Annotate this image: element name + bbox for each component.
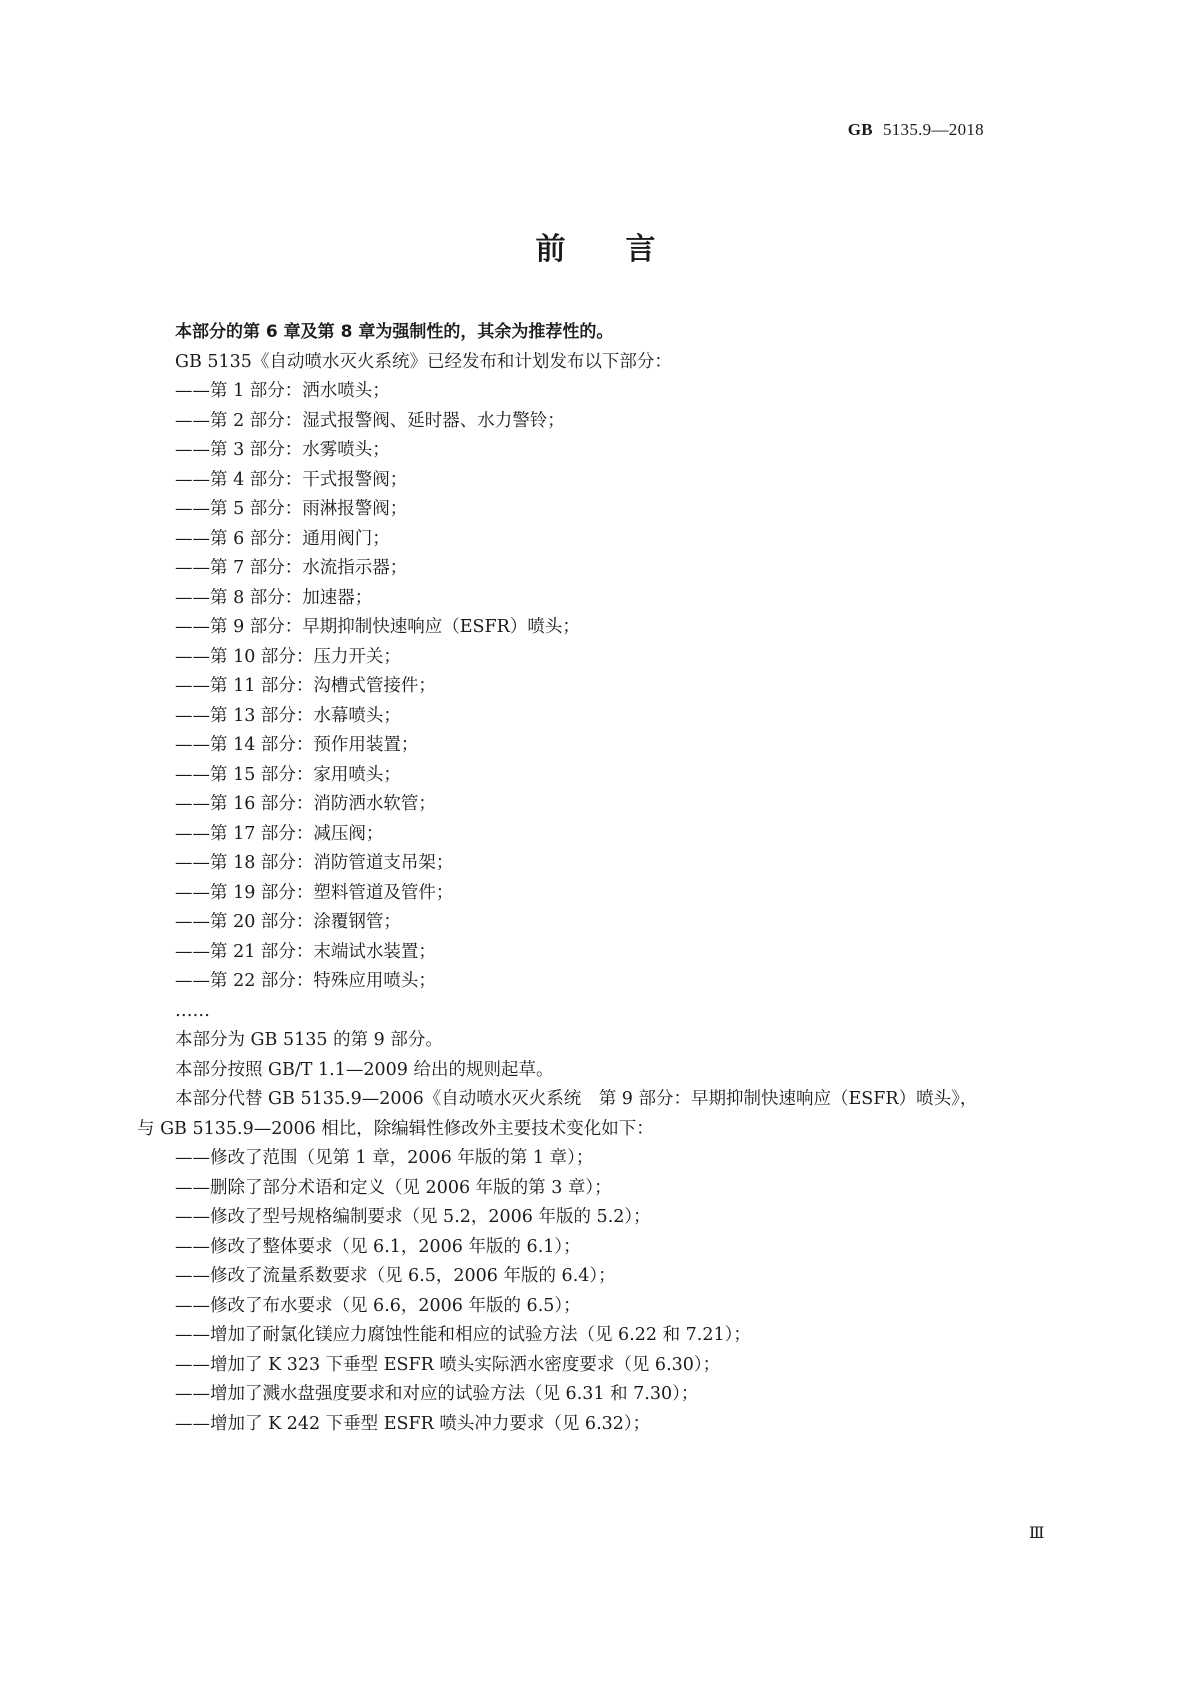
- part-item: ——第 10 部分：压力开关；: [175, 646, 401, 667]
- part-item: ——第 13 部分：水幕喷头；: [175, 705, 401, 726]
- part-item: ——第 9 部分：早期抑制快速响应（ESFR）喷头；: [175, 617, 580, 637]
- change-item: ——修改了型号规格编制要求（见 5.2，2006 年版的 5.2）；: [175, 1207, 651, 1227]
- page-number: Ⅲ: [1029, 1525, 1045, 1542]
- changes-list: [137, 1144, 1077, 1439]
- part-item: ——第 11 部分：沟槽式管接件；: [175, 676, 436, 696]
- change-item: ——增加了 K 242 下垂型 ESFR 喷头冲力要求（见 6.32）；: [175, 1413, 651, 1434]
- part-item: ——第 4 部分：干式报警阀；: [175, 469, 408, 490]
- replaces-statement-continued: 与 GB 5135.9—2006 相比，除编辑性修改外主要技术变化如下：: [137, 1118, 654, 1139]
- part-item: ——第 18 部分：消防管道支吊架；: [175, 853, 454, 873]
- change-item: ——增加了耐氯化镁应力腐蚀性能和相应的试验方法（见 6.22 和 7.21）；: [175, 1325, 751, 1345]
- change-item: ——增加了 K 323 下垂型 ESFR 喷头实际洒水密度要求（见 6.30）；: [175, 1354, 721, 1375]
- standard-prefix: GB: [847, 120, 873, 139]
- change-item: ——修改了范围（见第 1 章，2006 年版的第 1 章）；: [175, 1148, 594, 1168]
- part-item: ——第 15 部分：家用喷头；: [175, 764, 401, 785]
- foreword-body: [137, 318, 1077, 1439]
- part-statement: 本部分为 GB 5135 的第 9 部分。: [175, 1030, 443, 1050]
- mandatory-note: 本部分的第 6 章及第 8 章为强制性的，其余为推荐性的。: [175, 322, 614, 342]
- change-item: ——修改了流量系数要求（见 6.5，2006 年版的 6.4）；: [175, 1266, 616, 1286]
- change-item: ——增加了溅水盘强度要求和对应的试验方法（见 6.31 和 7.30）；: [175, 1384, 699, 1404]
- part-item: ——第 14 部分：预作用装置；: [175, 735, 419, 755]
- part-item: ——第 7 部分：水流指示器；: [175, 558, 408, 578]
- part-item: ——第 2 部分：湿式报警阀、延时器、水力警铃；: [175, 410, 565, 431]
- standard-number: [848, 120, 984, 140]
- part-item: ——第 1 部分：洒水喷头；: [175, 381, 390, 401]
- change-item: ——修改了整体要求（见 6.1，2006 年版的 6.1）；: [175, 1236, 581, 1257]
- replaces-statement: 本部分代替 GB 5135.9—2006《自动喷水灭火系统 第 9 部分：早期抑制快速响应（ESFR）喷头》，: [175, 1089, 978, 1109]
- part-item: ——第 3 部分：水雾喷头；: [175, 440, 390, 460]
- parts-list: [137, 377, 1077, 997]
- part-item: ——第 22 部分：特殊应用喷头；: [175, 971, 436, 991]
- change-item: ——修改了布水要求（见 6.6，2006 年版的 6.5）；: [175, 1295, 581, 1316]
- change-item: ——删除了部分术语和定义（见 2006 年版的第 3 章）；: [175, 1177, 612, 1198]
- part-item: ——第 8 部分：加速器；: [175, 587, 373, 608]
- part-item: ——第 19 部分：塑料管道及管件；: [175, 882, 454, 903]
- part-item: ——第 17 部分：减压阀；: [175, 823, 384, 844]
- standard-code: 5135.9—2018: [882, 120, 984, 139]
- part-item: ——第 5 部分：雨淋报警阀；: [175, 499, 408, 519]
- part-item: ——第 20 部分：涂覆钢管；: [175, 912, 401, 932]
- part-item: ——第 16 部分：消防洒水软管；: [175, 794, 436, 814]
- series-intro: GB 5135《自动喷水灭火系统》已经发布和计划发布以下部分：: [175, 351, 672, 372]
- drafting-rule: 本部分按照 GB/T 1.1—2009 给出的规则起草。: [175, 1059, 554, 1080]
- ellipsis: ……: [175, 1000, 210, 1021]
- part-item: ——第 21 部分：末端试水装置；: [175, 941, 436, 962]
- page-title: 前言: [535, 232, 716, 267]
- part-item: ——第 6 部分：通用阀门；: [175, 528, 390, 549]
